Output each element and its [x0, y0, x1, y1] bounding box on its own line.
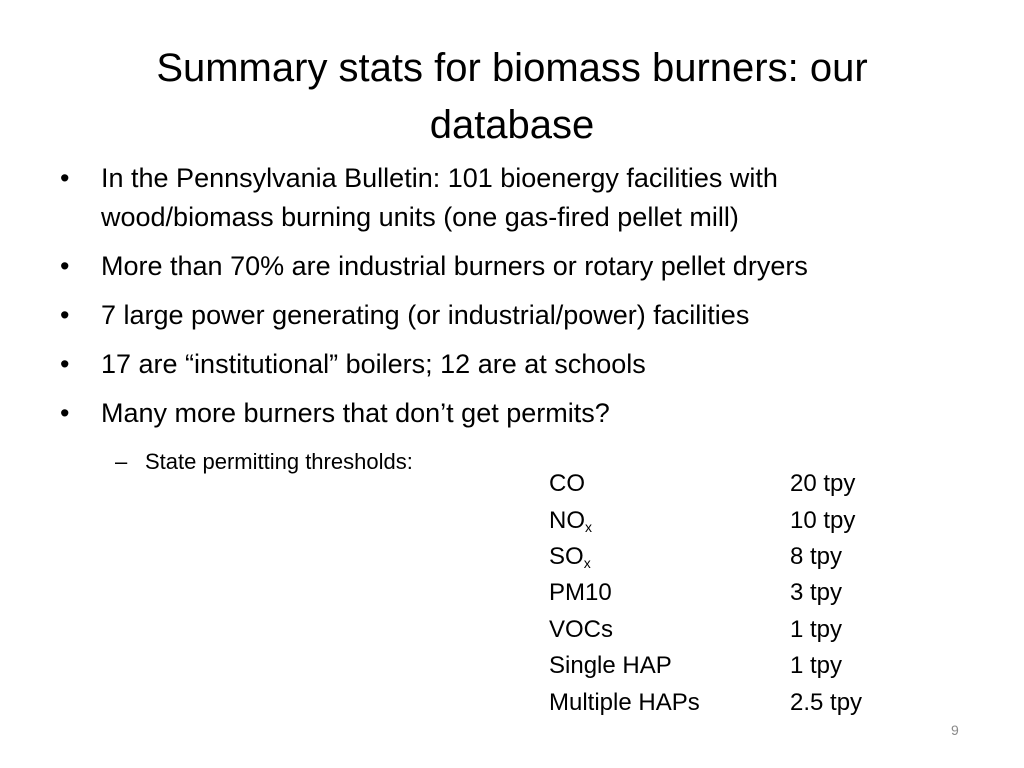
table-row — [549, 612, 862, 648]
bullet-icon: • — [60, 163, 70, 193]
slide-title — [0, 40, 1024, 154]
pollutant-subscript: x — [583, 554, 591, 571]
title-line-2: database — [429, 103, 595, 147]
page-number: 9 — [951, 722, 959, 738]
dash-icon: – — [115, 449, 128, 474]
pollutant-subscript: x — [585, 518, 592, 535]
bullet-icon: • — [60, 398, 70, 428]
sub-bullet-item — [115, 446, 413, 478]
pollutant-cell — [549, 502, 790, 538]
pollutant-name: SO — [549, 542, 584, 570]
limit-cell: 2.5 tpy — [790, 688, 863, 716]
pollutant-name: CO — [549, 470, 585, 498]
pollutant-name: Multiple HAPs — [549, 688, 700, 716]
table-row — [549, 539, 862, 575]
bullet-item — [60, 296, 960, 335]
sub-bullet-text: State permitting thresholds: — [145, 449, 413, 474]
pollutant-name: NO — [549, 506, 585, 534]
bullet-text-line: wood/biomass burning units (one gas-fired pellet mill) — [101, 202, 739, 232]
bullet-icon: • — [60, 349, 70, 379]
pollutant-cell — [549, 575, 790, 611]
bullet-text-line: 17 are “institutional” boilers; 12 are at schools — [101, 349, 646, 379]
bullet-text-line: More than 70% are industrial burners or rotary pellet dryers — [101, 251, 808, 281]
limit-cell: 10 tpy — [790, 506, 856, 534]
bullet-item — [60, 159, 960, 237]
limit-cell: 1 tpy — [790, 615, 843, 643]
pollutant-cell — [549, 612, 790, 648]
bullet-text-line: 7 large power generating (or industrial/power) facilities — [101, 300, 750, 330]
table-row — [549, 466, 862, 502]
pollutant-cell — [549, 466, 790, 502]
pollutant-cell — [549, 684, 790, 720]
bullet-item — [60, 394, 960, 433]
limit-cell: 20 tpy — [790, 470, 856, 498]
bullet-text-line: In the Pennsylvania Bulletin: 101 bioenergy facilities with — [101, 163, 778, 193]
bullet-list — [60, 159, 960, 443]
thresholds-table — [549, 466, 862, 721]
table-row — [549, 502, 862, 538]
bullet-item — [60, 247, 960, 286]
pollutant-name: PM10 — [549, 579, 612, 607]
table-row — [549, 684, 862, 720]
table-row — [549, 575, 862, 611]
pollutant-name: VOCs — [549, 615, 614, 643]
bullet-icon: • — [60, 251, 70, 281]
title-line-1: Summary stats for biomass burners: our — [156, 46, 868, 90]
bullet-icon: • — [60, 300, 70, 330]
bullet-item — [60, 345, 960, 384]
table-row — [549, 648, 862, 684]
pollutant-name: Single HAP — [549, 652, 672, 680]
bullet-text-line: Many more burners that don’t get permits? — [101, 398, 610, 428]
limit-cell: 1 tpy — [790, 652, 843, 680]
pollutant-cell — [549, 539, 790, 575]
limit-cell: 8 tpy — [790, 542, 843, 570]
limit-cell: 3 tpy — [790, 579, 843, 607]
pollutant-cell — [549, 648, 790, 684]
